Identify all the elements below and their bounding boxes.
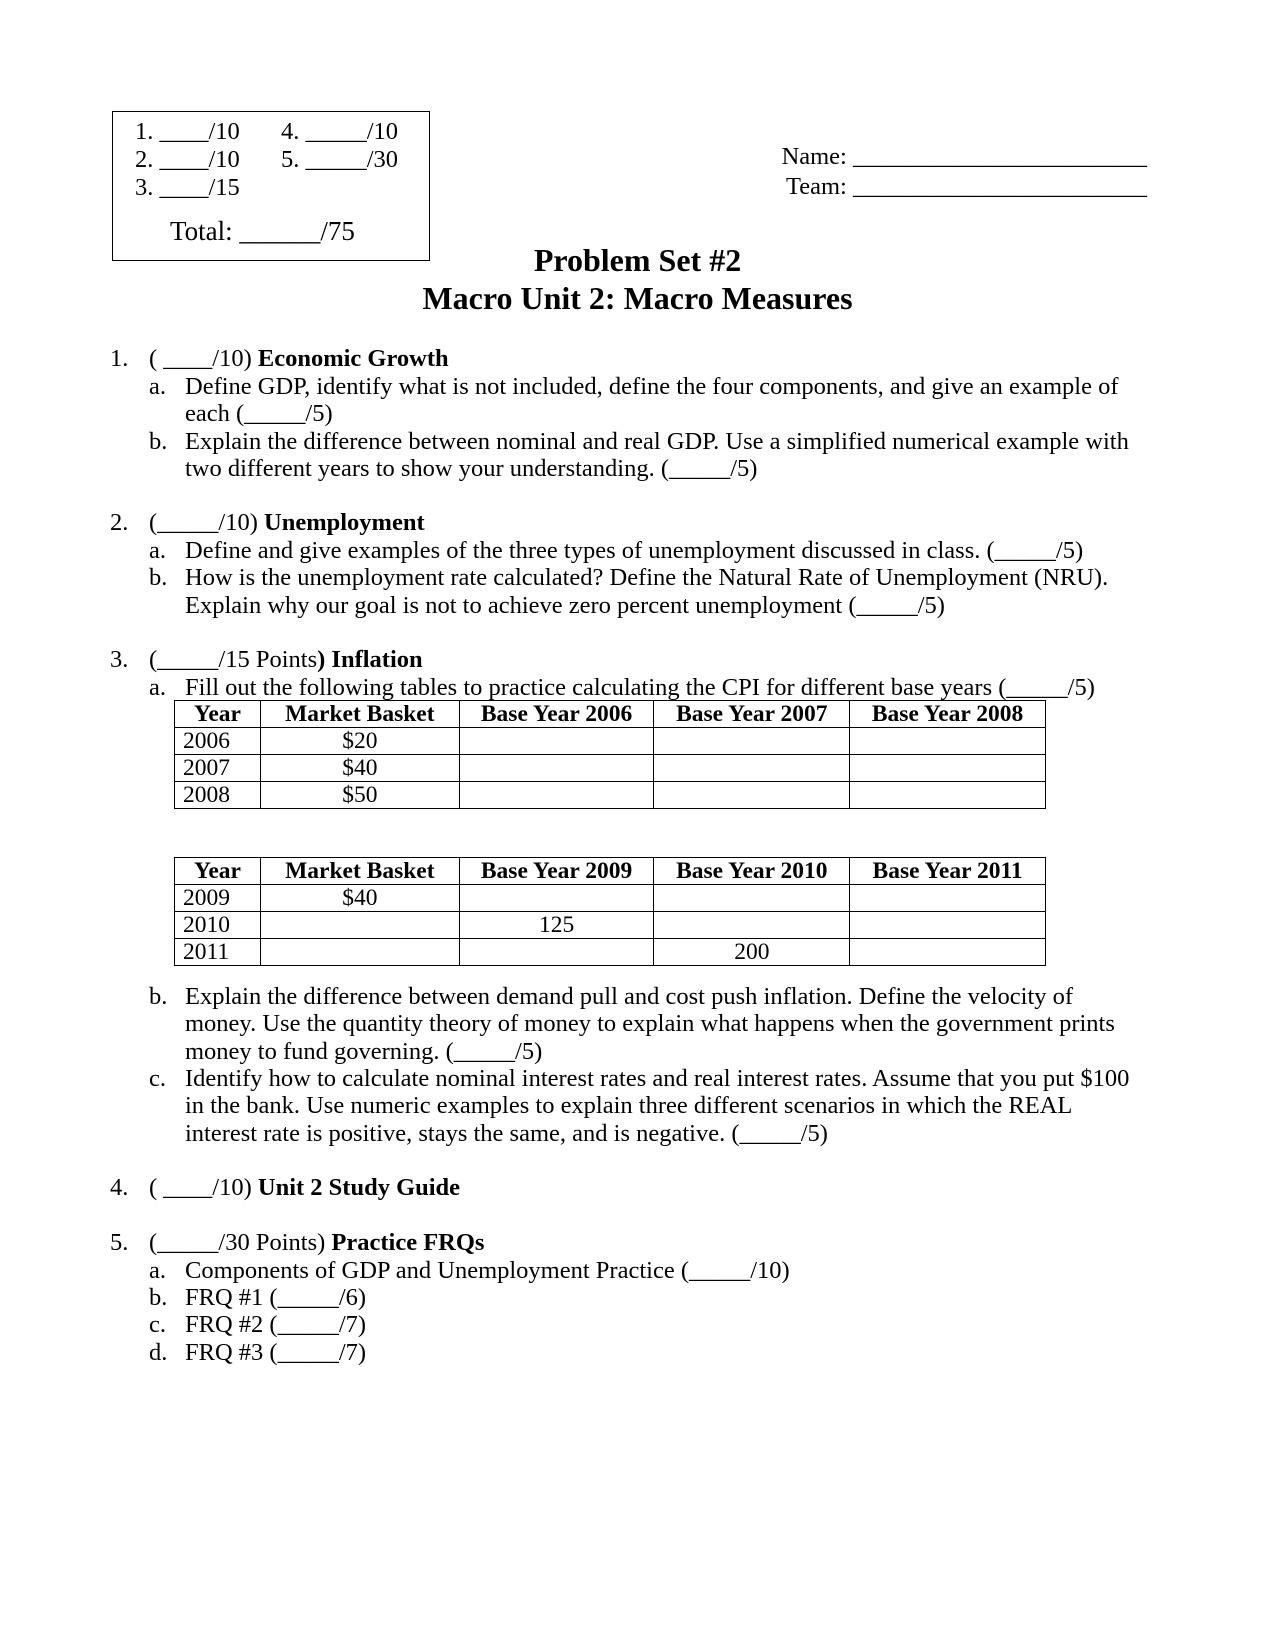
- table-row: [175, 912, 1046, 939]
- item-text: two different years to show your understanding. (_____/5): [185, 455, 758, 482]
- table-cell: 2009: [175, 885, 261, 912]
- column-header: Base Year 2006: [459, 701, 654, 728]
- column-header: Market Basket: [260, 858, 459, 885]
- table-cell: $20: [260, 728, 459, 755]
- score-q4: 4. _____/10: [281, 118, 399, 145]
- table-cell: [850, 939, 1046, 966]
- table-cell: 2007: [175, 755, 261, 782]
- table-cell: [850, 912, 1046, 939]
- column-header: Base Year 2008: [850, 701, 1046, 728]
- table-row: [175, 939, 1046, 966]
- item-text: money. Use the quantity theory of money to explain what happens when the government prints: [185, 1010, 1115, 1037]
- question-score-blank: (_____/10): [149, 509, 264, 536]
- table-cell: [850, 885, 1046, 912]
- item-text: in the bank. Use numeric examples to explain three different scenarios in which the REAL: [185, 1092, 1073, 1119]
- table-cell: [459, 782, 654, 809]
- item-label: b.: [149, 428, 168, 455]
- question-score-blank: (_____/15 Points: [149, 646, 318, 673]
- table-cell: [459, 939, 654, 966]
- question-heading: [149, 509, 425, 537]
- table-row: [175, 782, 1046, 809]
- table-cell: 2006: [175, 728, 261, 755]
- table-row: [175, 755, 1046, 782]
- item-label: c.: [149, 1311, 166, 1338]
- score-q3: 3. ____/15: [135, 174, 240, 201]
- item-text: Identify how to calculate nominal interest rates and real interest rates. Assume that you put $100: [185, 1065, 1130, 1092]
- question-title: Practice FRQs: [331, 1229, 485, 1256]
- item-text: FRQ #2 (_____/7): [185, 1311, 367, 1338]
- column-header: Base Year 2011: [850, 858, 1046, 885]
- table-cell: [459, 755, 654, 782]
- cpi-table-base-2009: [174, 857, 1046, 966]
- score-box: [112, 111, 430, 261]
- question-number: 5.: [110, 1229, 129, 1256]
- question-number: 1.: [110, 345, 129, 372]
- question-title: Inflation: [325, 646, 423, 673]
- table-cell: [654, 912, 850, 939]
- item-text: Components of GDP and Unemployment Practice (_____/10): [185, 1257, 790, 1284]
- question-title: Unit 2 Study Guide: [257, 1174, 461, 1201]
- column-header: Base Year 2010: [654, 858, 850, 885]
- item-text: Fill out the following tables to practice calculating the CPI for different base years (_____/5): [185, 674, 1095, 701]
- item-label: a.: [149, 537, 166, 564]
- item-text: Explain the difference between demand pull and cost push inflation. Define the velocity of: [185, 983, 1074, 1010]
- page-subtitle: Macro Unit 2: Macro Measures: [422, 280, 853, 316]
- score-total: Total: ______/75: [170, 216, 355, 246]
- table-header-row: [175, 858, 1046, 885]
- column-header: Year: [175, 858, 261, 885]
- table-cell: 2010: [175, 912, 261, 939]
- question-title: Unemployment: [264, 509, 425, 536]
- score-q5: 5. _____/30: [281, 146, 399, 173]
- question-score-blank: ( ____/10): [149, 345, 258, 372]
- question-score-blank: ( ____/10): [149, 1174, 258, 1201]
- column-header: Base Year 2009: [459, 858, 654, 885]
- item-label: a.: [149, 674, 166, 701]
- item-text: interest rate is positive, stays the same, and is negative. (_____/5): [185, 1120, 828, 1147]
- table-cell: $50: [260, 782, 459, 809]
- table-cell: [850, 782, 1046, 809]
- score-q2: 2. ____/10: [135, 146, 240, 173]
- item-text: FRQ #3 (_____/7): [185, 1339, 367, 1366]
- column-header: Base Year 2007: [654, 701, 850, 728]
- item-label: d.: [149, 1339, 168, 1366]
- question-heading: [149, 1174, 460, 1202]
- table-row: [175, 728, 1046, 755]
- question-heading: [149, 1229, 484, 1257]
- question-title: Economic Growth: [257, 345, 449, 372]
- table-cell: 2008: [175, 782, 261, 809]
- question-number: 2.: [110, 509, 129, 536]
- table-cell: 2011: [175, 939, 261, 966]
- column-header: Market Basket: [260, 701, 459, 728]
- table-cell: $40: [260, 755, 459, 782]
- item-label: b.: [149, 1284, 168, 1311]
- item-text: Explain why our goal is not to achieve zero percent unemployment (_____/5): [185, 592, 945, 619]
- table-cell: 200: [654, 939, 850, 966]
- table-cell: [850, 728, 1046, 755]
- table-cell: [654, 755, 850, 782]
- table-cell: 125: [459, 912, 654, 939]
- team-field: Team: ________________________: [786, 173, 1147, 200]
- table-cell: $40: [260, 885, 459, 912]
- item-text: Define GDP, identify what is not included, define the four components, and give an example of: [185, 373, 1119, 400]
- table-cell: [654, 728, 850, 755]
- item-text: Define and give examples of the three types of unemployment discussed in class. (_____/5): [185, 537, 1084, 564]
- item-text: each (_____/5): [185, 400, 333, 427]
- item-label: b.: [149, 564, 168, 591]
- table-cell: [459, 728, 654, 755]
- table-row: [175, 885, 1046, 912]
- name-field: Name: ________________________: [781, 143, 1147, 170]
- question-score-blank: (_____/30 Points): [149, 1229, 332, 1256]
- item-text: FRQ #1 (_____/6): [185, 1284, 367, 1311]
- question-number: 3.: [110, 646, 129, 673]
- table-header-row: [175, 701, 1046, 728]
- score-q1: 1. ____/10: [135, 118, 240, 145]
- table-cell: [654, 782, 850, 809]
- question-heading: [149, 345, 449, 373]
- cpi-table-base-2006: [174, 700, 1046, 809]
- table-cell: [850, 755, 1046, 782]
- question-heading: [149, 646, 423, 674]
- column-header: Year: [175, 701, 261, 728]
- item-label: a.: [149, 1257, 166, 1284]
- item-text: How is the unemployment rate calculated? Define the Natural Rate of Unemployment (NRU).: [185, 564, 1109, 591]
- table-cell: [654, 885, 850, 912]
- item-text: Explain the difference between nominal and real GDP. Use a simplified numerical example with: [185, 428, 1129, 455]
- page-title: Problem Set #2: [533, 242, 742, 278]
- item-label: a.: [149, 373, 166, 400]
- question-number: 4.: [110, 1174, 129, 1201]
- table-cell: [260, 912, 459, 939]
- item-text: money to fund governing. (_____/5): [185, 1038, 543, 1065]
- question-paren: ): [317, 646, 326, 673]
- table-cell: [459, 885, 654, 912]
- table-cell: [260, 939, 459, 966]
- item-label: b.: [149, 983, 168, 1010]
- item-label: c.: [149, 1065, 166, 1092]
